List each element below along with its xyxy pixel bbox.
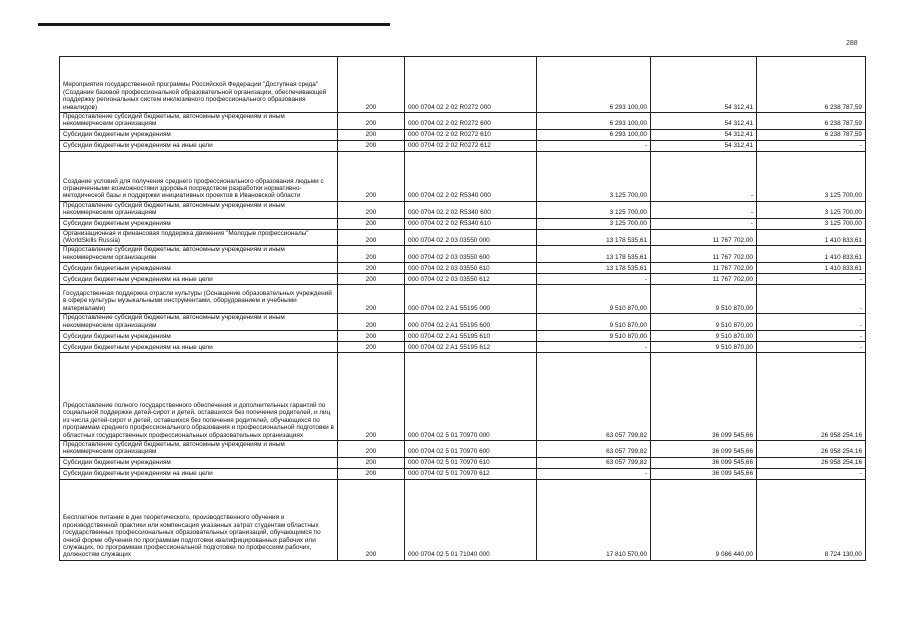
row-approved-amount: 13 178 535,61 <box>537 263 651 274</box>
row-approved-amount: 13 178 535,61 <box>537 229 651 246</box>
row-executed-amount: 36 099 545,66 <box>651 457 757 468</box>
row-classification-code: 000 0704 02 2 A1 55195 610 <box>405 331 537 342</box>
page-number: 288 <box>846 40 858 47</box>
row-code: 200 <box>338 479 405 560</box>
row-unexecuted-amount: 6 238 787,59 <box>757 57 866 113</box>
row-description: Предоставление полного государственного обеспечения и дополнительных гарантий по социальной поддержке детей-сирот и детей, оставшихся без попечения родителей, и лиц из числа детей-сирот и детей, оставшихся без попечения родителей, обучающихся по программам среднего профессионального образования и профессиональной подготовки в областных государственных профессиональных образовательных организациях <box>60 353 338 441</box>
table-row <box>60 331 866 342</box>
row-unexecuted-amount: 1 410 833,61 <box>757 263 866 274</box>
row-code: 200 <box>338 285 405 314</box>
row-classification-code: 000 0704 02 5 01 70970 612 <box>405 468 537 479</box>
row-classification-code: 000 0704 02 2 02 R5340 610 <box>405 218 537 229</box>
row-description: Субсидии бюджетным учреждениям на иные цели <box>60 274 338 285</box>
row-description: Мероприятия государственной программы Российской Федерации "Доступная среда" (Создание базовой профессиональной образовательной организации, обеспечивающей поддержку региональных систем инклюзивного профессионального образования инвалидов) <box>60 57 338 113</box>
row-unexecuted-amount: - <box>757 314 866 331</box>
table-row <box>60 457 866 468</box>
row-unexecuted-amount: 26 958 254,16 <box>757 353 866 441</box>
table-row <box>60 468 866 479</box>
row-unexecuted-amount: 8 724 130,00 <box>757 479 866 560</box>
row-code: 200 <box>338 457 405 468</box>
row-executed-amount: 9 510 870,00 <box>651 342 757 353</box>
row-classification-code: 000 0704 02 5 01 70970 600 <box>405 441 537 458</box>
row-code: 200 <box>338 441 405 458</box>
row-unexecuted-amount: - <box>757 342 866 353</box>
table-body <box>60 57 866 561</box>
table-row <box>60 441 866 458</box>
row-description: Субсидии бюджетным учреждениям <box>60 218 338 229</box>
row-unexecuted-amount: - <box>757 140 866 151</box>
row-executed-amount: 11 767 702,00 <box>651 229 757 246</box>
row-executed-amount: 54 312,41 <box>651 129 757 140</box>
row-description: Субсидии бюджетным учреждениям на иные цели <box>60 342 338 353</box>
row-approved-amount: - <box>537 468 651 479</box>
row-unexecuted-amount: 26 958 254,16 <box>757 457 866 468</box>
row-approved-amount: 3 125 700,00 <box>537 151 651 201</box>
table-row <box>60 314 866 331</box>
table-row <box>60 353 866 441</box>
row-unexecuted-amount: 26 958 254,16 <box>757 441 866 458</box>
row-unexecuted-amount: - <box>757 285 866 314</box>
row-approved-amount: 9 510 870,00 <box>537 285 651 314</box>
row-executed-amount: 36 099 545,66 <box>651 468 757 479</box>
row-executed-amount: - <box>651 218 757 229</box>
row-executed-amount: - <box>651 201 757 218</box>
row-code: 200 <box>338 140 405 151</box>
row-approved-amount: 17 810 570,00 <box>537 479 651 560</box>
row-description: Субсидии бюджетным учреждениям <box>60 457 338 468</box>
row-description: Субсидии бюджетным учреждениям на иные цели <box>60 468 338 479</box>
row-approved-amount: 9 510 870,00 <box>537 331 651 342</box>
row-approved-amount: 3 125 700,00 <box>537 218 651 229</box>
row-code: 200 <box>338 129 405 140</box>
row-approved-amount: 9 510 870,00 <box>537 314 651 331</box>
row-classification-code: 000 0704 02 2 02 R0272 600 <box>405 113 537 130</box>
row-description: Субсидии бюджетным учреждениям <box>60 129 338 140</box>
row-executed-amount: 36 099 545,66 <box>651 441 757 458</box>
row-approved-amount: 63 057 799,82 <box>537 457 651 468</box>
table-row <box>60 274 866 285</box>
row-code: 200 <box>338 353 405 441</box>
row-description: Предоставление субсидий бюджетным, автономным учреждениям и иным некоммерческим организациям <box>60 246 338 263</box>
top-rule <box>38 23 390 26</box>
table-row <box>60 201 866 218</box>
row-executed-amount: 9 510 870,00 <box>651 331 757 342</box>
row-description: Создание условий для получения среднего профессионального образования людьми с ограниченными возможностями здоровья посредством разработки нормативно-методической базы и поддержки инициативных проектов в Ивановской области <box>60 151 338 201</box>
row-unexecuted-amount: 3 125 700,00 <box>757 201 866 218</box>
row-executed-amount: 36 099 545,66 <box>651 353 757 441</box>
table-row <box>60 151 866 201</box>
row-executed-amount: 11 767 702,00 <box>651 274 757 285</box>
row-classification-code: 000 0704 02 5 01 70970 610 <box>405 457 537 468</box>
row-approved-amount: - <box>537 342 651 353</box>
table-row <box>60 113 866 130</box>
row-code: 200 <box>338 113 405 130</box>
row-code: 200 <box>338 201 405 218</box>
table-row <box>60 285 866 314</box>
row-unexecuted-amount: 3 125 700,00 <box>757 218 866 229</box>
row-classification-code: 000 0704 02 2 03 03550 600 <box>405 246 537 263</box>
row-unexecuted-amount: - <box>757 331 866 342</box>
row-description: Бесплатное питание в дни теоретического, производственного обучения и производственной практики или компенсация указанных затрат студентам областных государственных профессиональных образовательных организаций, обучающимся по очной форме обучения по программам подготовки квалифицированных рабочих или служащих, по программам профессиональной подготовки по профессиям рабочих, должностям служащих <box>60 479 338 560</box>
row-classification-code: 000 0704 02 2 02 R5340 600 <box>405 201 537 218</box>
row-code: 200 <box>338 151 405 201</box>
row-approved-amount: - <box>537 140 651 151</box>
row-executed-amount: 54 312,41 <box>651 113 757 130</box>
row-classification-code: 000 0704 02 5 01 71040 000 <box>405 479 537 560</box>
table-row <box>60 140 866 151</box>
table-row <box>60 229 866 246</box>
row-description: Субсидии бюджетным учреждениям <box>60 331 338 342</box>
row-unexecuted-amount: 6 238 787,59 <box>757 113 866 130</box>
row-executed-amount: 9 086 440,00 <box>651 479 757 560</box>
row-description: Предоставление субсидий бюджетным, автономным учреждениям и иным некоммерческим организациям <box>60 314 338 331</box>
table-row <box>60 129 866 140</box>
row-executed-amount: 54 312,41 <box>651 57 757 113</box>
row-classification-code: 000 0704 02 2 02 R0272 610 <box>405 129 537 140</box>
row-approved-amount: 13 178 535,61 <box>537 246 651 263</box>
row-code: 200 <box>338 229 405 246</box>
table-row <box>60 342 866 353</box>
row-classification-code: 000 0704 02 2 02 R5340 000 <box>405 151 537 201</box>
row-executed-amount: 54 312,41 <box>651 140 757 151</box>
row-unexecuted-amount: 6 238 787,59 <box>757 129 866 140</box>
row-code: 200 <box>338 342 405 353</box>
row-code: 200 <box>338 468 405 479</box>
row-code: 200 <box>338 57 405 113</box>
row-classification-code: 000 0704 02 2 A1 55195 000 <box>405 285 537 314</box>
row-description: Предоставление субсидий бюджетным, автономным учреждениям и иным некоммерческим организациям <box>60 441 338 458</box>
table-row <box>60 263 866 274</box>
row-executed-amount: 9 510 870,00 <box>651 285 757 314</box>
row-classification-code: 000 0704 02 2 03 03550 610 <box>405 263 537 274</box>
row-approved-amount: 6 293 100,00 <box>537 57 651 113</box>
table-row <box>60 57 866 113</box>
row-approved-amount: 63 057 799,82 <box>537 441 651 458</box>
table-row <box>60 218 866 229</box>
row-classification-code: 000 0704 02 2 03 03550 000 <box>405 229 537 246</box>
row-description: Субсидии бюджетным учреждениям <box>60 263 338 274</box>
row-code: 200 <box>338 331 405 342</box>
row-approved-amount: 63 057 799,82 <box>537 353 651 441</box>
row-approved-amount: 6 293 100,00 <box>537 129 651 140</box>
row-classification-code: 000 0704 02 2 02 R0272 612 <box>405 140 537 151</box>
row-description: Субсидии бюджетным учреждениям на иные цели <box>60 140 338 151</box>
row-classification-code: 000 0704 02 2 A1 55195 612 <box>405 342 537 353</box>
table-row <box>60 246 866 263</box>
row-description: Государственная поддержка отрасли культуры (Оснащение образовательных учреждений в сфере культуры музыкальными инструментами, оборудованием и учебными материалами) <box>60 285 338 314</box>
row-code: 200 <box>338 246 405 263</box>
row-executed-amount: 11 767 702,00 <box>651 263 757 274</box>
row-approved-amount: 3 125 700,00 <box>537 201 651 218</box>
row-unexecuted-amount: 3 125 700,00 <box>757 151 866 201</box>
row-approved-amount: - <box>537 274 651 285</box>
row-executed-amount: 9 510 870,00 <box>651 314 757 331</box>
row-code: 200 <box>338 263 405 274</box>
row-code: 200 <box>338 274 405 285</box>
row-approved-amount: 6 293 100,00 <box>537 113 651 130</box>
row-classification-code: 000 0704 02 2 03 03550 612 <box>405 274 537 285</box>
row-description: Организационная и финансовая поддержка движения "Молодые профессионалы" (WorldSkills Russia) <box>60 229 338 246</box>
row-classification-code: 000 0704 02 2 02 R0272 000 <box>405 57 537 113</box>
row-executed-amount: 11 767 702,00 <box>651 246 757 263</box>
table-row <box>60 479 866 560</box>
row-classification-code: 000 0704 02 2 A1 55195 600 <box>405 314 537 331</box>
row-unexecuted-amount: - <box>757 468 866 479</box>
row-description: Предоставление субсидий бюджетным, автономным учреждениям и иным некоммерческим организациям <box>60 113 338 130</box>
row-unexecuted-amount: - <box>757 274 866 285</box>
row-unexecuted-amount: 1 410 833,61 <box>757 229 866 246</box>
budget-table <box>59 56 866 561</box>
row-code: 200 <box>338 218 405 229</box>
row-description: Предоставление субсидий бюджетным, автономным учреждениям и иным некоммерческим организациям <box>60 201 338 218</box>
row-classification-code: 000 0704 02 5 01 70970 000 <box>405 353 537 441</box>
row-unexecuted-amount: 1 410 833,61 <box>757 246 866 263</box>
row-executed-amount: - <box>651 151 757 201</box>
row-code: 200 <box>338 314 405 331</box>
